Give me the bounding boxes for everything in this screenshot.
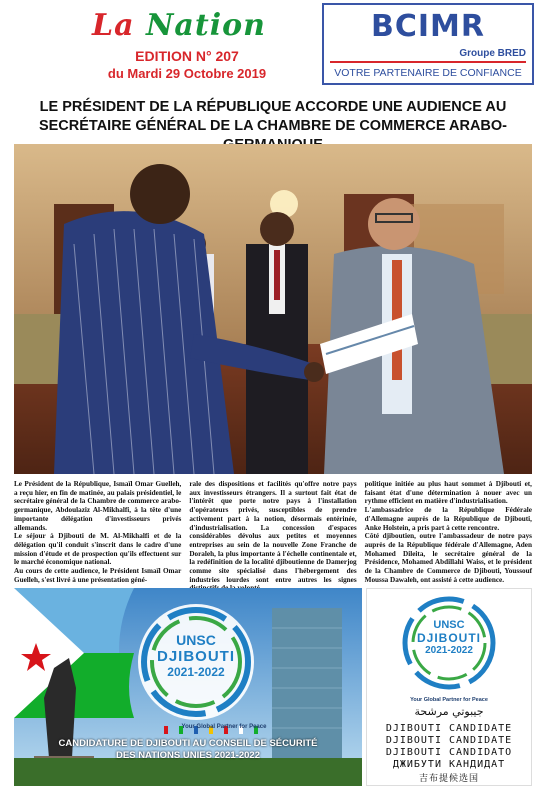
edition-number: EDITION N° 207	[135, 48, 239, 64]
candidate-line-en: DJIBOUTI CANDIDATE	[385, 735, 513, 746]
paragraph: rale des dispositions et facilités qu'offre notre pays aux investisseurs étrangers. Il a surtout fait état de l'intérêt que porte notre pays à l'installation d'opérateurs privés, susceptibles de prendre activement part à la notion, désormais entérinée, d'industrialisation. La concession d'espaces considérables dévolus aux petites et moyennes entreprises au sein de la nouvelle Zone Franche de Doraleh, la plus importante à l'échelle continentale et, la redéfinition de la localité djiboutienne de Damerjog comme site spécialisé dans l'hébergement des industries lourdes sont entre autres les signes	[189, 480, 357, 584]
unsc-panel-tagline: Your Global Partner for Peace	[410, 697, 488, 703]
unsc-logo-country: DJIBOUTI	[156, 648, 235, 665]
unsc-logo-text	[138, 632, 254, 679]
newspaper-logo-part2: Nation	[145, 8, 266, 43]
masthead	[0, 0, 546, 92]
paragraph: Le séjour à Djibouti de M. Al-Mikhalfi et de la délégation qu'il conduit s'inscrit dans le cadre d'une mission d'étude et de prospection qu'ils effectuent sur le marché économique national.	[14, 532, 182, 567]
unsc-advert-panel	[366, 588, 532, 786]
candidate-line-fr: DJIBOUTI CANDIDATE	[385, 723, 513, 734]
candidate-line-zh: 吉布提候选国	[418, 774, 479, 784]
unsc-banner-caption	[14, 738, 362, 762]
paragraph: politique initiée au plus haut sommet à Djibouti et, faisant état d'une détermination à nouer avec un rythme efficient en matière d'industrialisation.	[364, 480, 532, 506]
article-column-3	[365, 480, 532, 585]
bank-advert	[322, 3, 534, 85]
unsc-panel-logo-country: DJIBOUTI	[416, 631, 481, 645]
article-photo	[14, 144, 532, 474]
paragraph: L'ambassadrice de la République Fédérale d'Allemagne auprès de la République de Djibouti, Anke Holstein, a pris part à cette rencontre.	[364, 506, 532, 532]
unsc-logo-top: UNSC	[176, 632, 216, 648]
paragraph: Au cours de cette audience, le Président Ismaïl Omar Guelleh, s'est livré à une présentation géné-	[14, 567, 182, 584]
edition-date: du Mardi 29 Octobre 2019	[107, 66, 267, 81]
unsc-panel-logo-text	[367, 619, 531, 656]
bank-group: Groupe BRED	[459, 48, 526, 59]
bank-slogan: VOTRE PARTENAIRE DE CONFIANCE	[334, 67, 522, 79]
unsc-panel-logo-top: UNSC	[433, 619, 465, 631]
bank-divider	[330, 61, 526, 63]
paragraph: Le Président de la République, Ismaïl Omar Guelleh, a reçu hier, en fin de matinée, au palais présidentiel, le secrétaire général de la Chambre de commerce arabo-germanique, Abdoulaziz Al-Mikhalfi, à la tête d'une importante délégation d'investisseurs privés allemands.	[14, 480, 182, 532]
bank-name: BCIMR	[371, 9, 485, 44]
headline-line-2: SECRÉTAIRE GÉNÉRAL DE LA CHAMBRE DE COMMERCE ARABO-	[38, 118, 508, 134]
unsc-tagline: Your Global Partner for Peace	[181, 724, 267, 730]
newspaper-logo	[92, 6, 266, 46]
newspaper-logo-part1: La	[92, 8, 146, 43]
candidate-line-ru: ДЖИБУТИ КАНДИДАТ	[392, 759, 506, 770]
unsc-logo-years: 2021-2022	[167, 665, 225, 679]
unsc-panel-logo-years: 2021-2022	[425, 645, 473, 656]
candidate-line-es: DJIBOUTI CANDIDATO	[385, 747, 513, 758]
article-column-2	[189, 480, 356, 585]
paragraph: Côté djiboutien, outre l'ambassadeur de notre pays auprès de la République fédérale d'Allemagne, Aden Mohamed Dileita, le secrétaire général de la Présidence, Mohamed Abdillahi Waiss, et le président de la Chambre de Commerce de Djibouti, Youssouf Moussa Dawaleh, ont assisté à cette audience.	[364, 532, 532, 584]
arabic-candidate: جيبوتي مرشحة	[414, 705, 484, 718]
caption-line-2: DES NATIONS UNIES 2021-2022	[116, 750, 260, 761]
article-body	[14, 480, 532, 585]
headline-line-1: LE PRÉSIDENT DE LA RÉPUBLIQUE ACCORDE UNE AUDIENCE AU	[39, 99, 507, 115]
caption-line-1: CANDIDATURE DE DJIBOUTI AU CONSEIL DE SÉCURITÉ	[58, 738, 318, 749]
article-photo-illustration	[14, 144, 532, 474]
article-column-1	[14, 480, 181, 585]
